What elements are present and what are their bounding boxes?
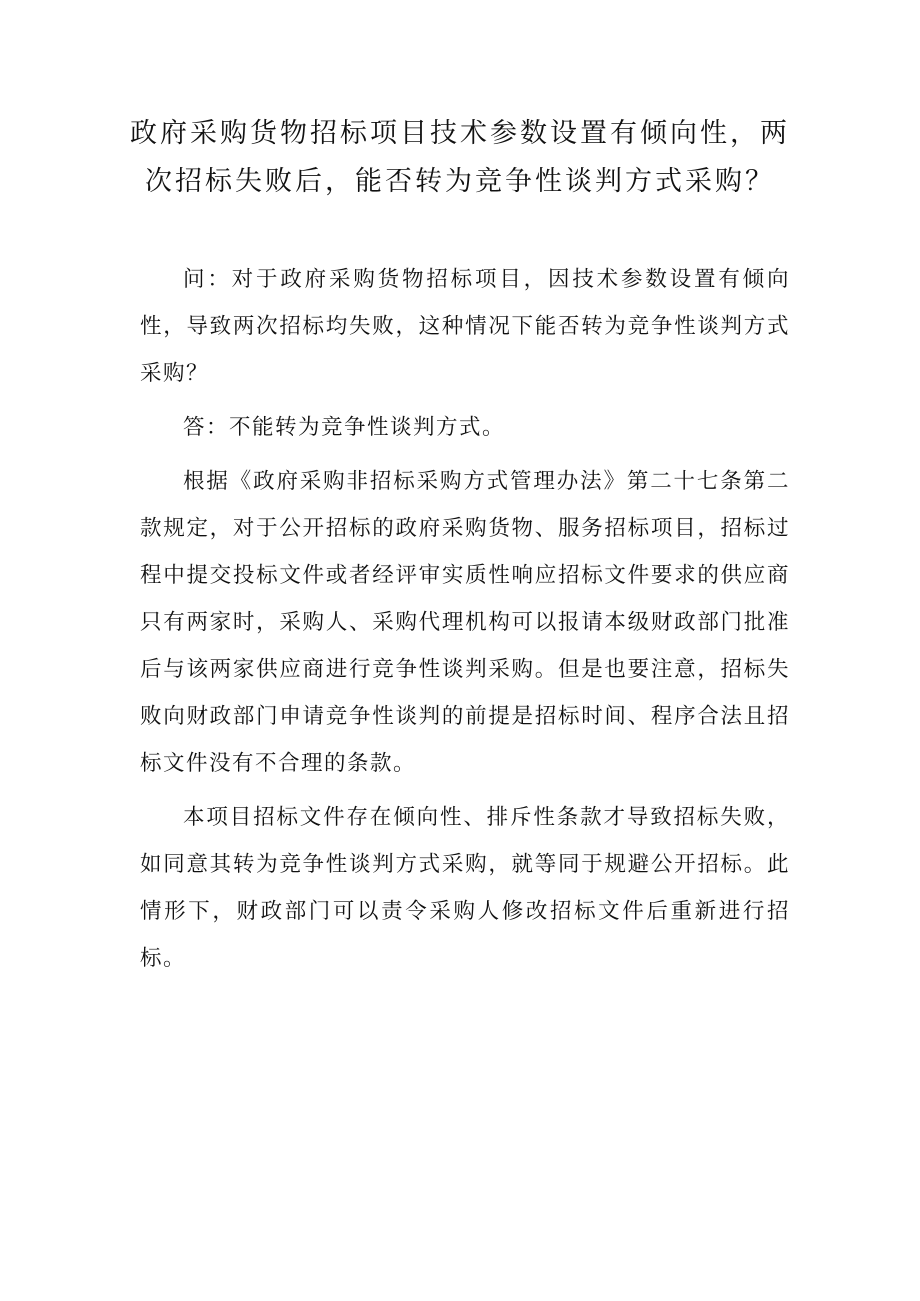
document-title: 政府采购货物招标项目技术参数设置有倾向性，两次招标失败后，能否转为竞争性谈判方式采购？ bbox=[130, 118, 790, 197]
legal-basis-paragraph: 根据《政府采购非招标采购方式管理办法》第二十七条第二款规定，对于公开招标的政府采购货物、服务招标项目，招标过程中提交投标文件或者经评审实质性响应招标文件要求的供应商只有两家时，采购人、采购代理机构可以报请本级财政部门批准后与该两家供应商进行竞争性谈判采购。但是也要注意，招标失败向财政部门申请竞争性谈判的前提是招标时间、程序合法且招标文件没有不合理的条款。 bbox=[140, 469, 790, 776]
document-body bbox=[140, 256, 790, 989]
conclusion-paragraph: 本项目招标文件存在倾向性、排斥性条款才导致招标失败，如同意其转为竞争性谈判方式采购，就等同于规避公开招标。此情形下，财政部门可以责令采购人修改招标文件后重新进行招标。 bbox=[140, 805, 790, 971]
answer-paragraph: 答：不能转为竞争性谈判方式。 bbox=[183, 415, 506, 440]
question-paragraph: 问：对于政府采购货物招标项目，因技术参数设置有倾向性，导致两次招标均失败，这种情况下能否转为竞争性谈判方式采购？ bbox=[140, 267, 790, 386]
